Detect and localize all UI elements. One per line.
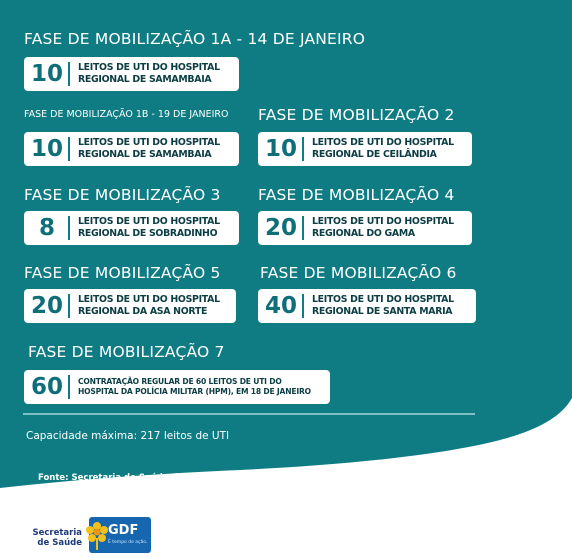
phase-6-title: FASE DE MOBILIZAÇÃO 6 [260, 264, 457, 282]
phase-5-number: 20 [24, 289, 70, 323]
capacity-note: Capacidade máxima: 217 leitos de UTI [26, 430, 230, 442]
phase-7-number: 60 [24, 370, 70, 404]
gdf-tagline: É tempo de ação. [108, 540, 148, 545]
phase-2-title: FASE DE MOBILIZAÇÃO 2 [258, 106, 455, 124]
phase-7-card [24, 370, 330, 404]
phase-2-number: 10 [258, 132, 304, 166]
phase-4-number: 20 [258, 211, 304, 245]
phase-2-card [258, 132, 472, 166]
phase-3-number: 8 [24, 211, 70, 245]
phase-3-title: FASE DE MOBILIZAÇÃO 3 [24, 186, 221, 204]
gdf-flower-icon [84, 518, 110, 552]
gdf-wordmark: GDF [108, 523, 139, 538]
phase-4-title: FASE DE MOBILIZAÇÃO 4 [258, 186, 455, 204]
phase-6-description: LEITOS DE UTI DO HOSPITAL REGIONAL DE SANTA MARIA [312, 294, 454, 317]
phase-5-card [24, 289, 236, 323]
phase-1a-number: 10 [24, 57, 70, 91]
phase-4-description: LEITOS DE UTI DO HOSPITAL REGIONAL DO GAMA [312, 216, 454, 239]
phase-3-description: LEITOS DE UTI DO HOSPITAL REGIONAL DE SOBRADINHO [78, 216, 220, 239]
phase-1a-title: FASE DE MOBILIZAÇÃO 1A - 14 DE JANEIRO [24, 30, 366, 48]
phase-2-description: LEITOS DE UTI DO HOSPITAL REGIONAL DE CEILÂNDIA [312, 137, 454, 160]
phase-1a-description: LEITOS DE UTI DO HOSPITAL REGIONAL DE SAMAMBAIA [78, 62, 220, 85]
phase-5-title: FASE DE MOBILIZAÇÃO 5 [24, 264, 221, 282]
phase-1b-title: FASE DE MOBILIZAÇÃO 1B - 19 DE JANEIRO [24, 109, 229, 120]
phase-4-card [258, 211, 472, 245]
phase-5-description: LEITOS DE UTI DO HOSPITAL REGIONAL DA ASA NORTE [78, 294, 220, 317]
phase-7-description: CONTRATAÇÃO REGULAR DE 60 LEITOS DE UTI DO HOSPITAL DA POLÍCIA MILITAR (HPM), EM 18 DE JANEIRO [78, 377, 311, 396]
phase-1a-card [24, 57, 239, 91]
phase-1b-description: LEITOS DE UTI DO HOSPITAL REGIONAL DE SAMAMBAIA [78, 137, 220, 160]
divider [23, 413, 475, 415]
phase-3-card [24, 211, 239, 245]
phase-1b-number: 10 [24, 132, 70, 166]
phase-6-number: 40 [258, 289, 304, 323]
phase-1b-card [24, 132, 239, 166]
phase-7-title: FASE DE MOBILIZAÇÃO 7 [28, 343, 225, 361]
source-note: Fonte: Secretaria de Saúde do DF [38, 473, 200, 483]
secretaria-saude-logo: Secretaria de Saúde [32, 528, 82, 548]
phase-6-card [258, 289, 476, 323]
